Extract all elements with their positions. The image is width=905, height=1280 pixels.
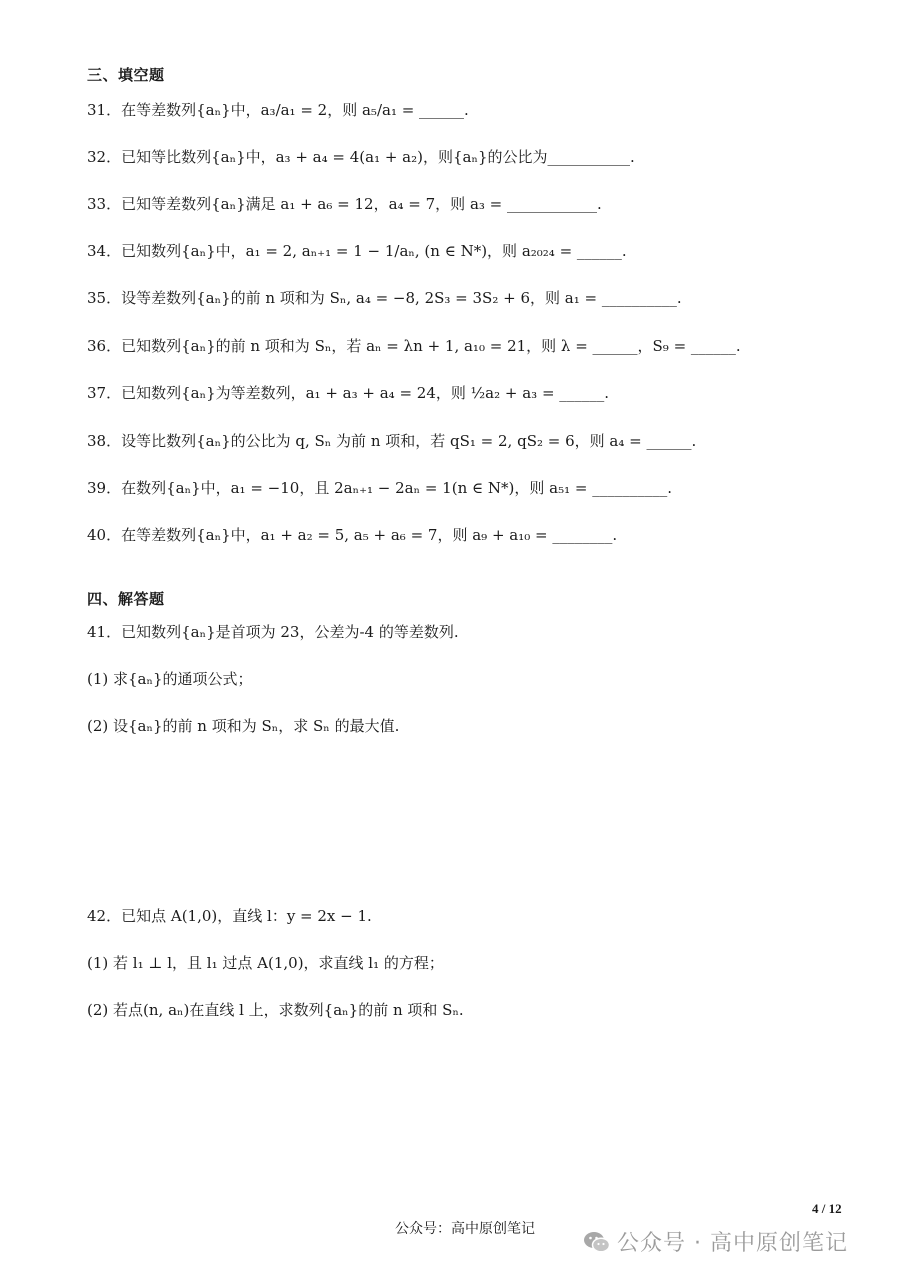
question-42-stem: 42．已知点 A(1,0)，直线 l：y = 2x − 1. [87, 907, 372, 925]
question-39: 39．在数列{aₙ}中，a₁ = −10，且 2aₙ₊₁ − 2aₙ = 1(n ∈ N*)，则 a₅₁ = __________. [87, 479, 672, 497]
question-35: 35．设等差数列{aₙ}的前 n 项和为 Sₙ, a₄ = −8, 2S₃ = 3S₂ + 6，则 a₁ = __________. [87, 289, 682, 307]
question-41-part-1: (1) 求{aₙ}的通项公式； [87, 670, 253, 688]
question-37: 37．已知数列{aₙ}为等差数列，a₁ + a₃ + a₄ = 24，则 ½a₂ + a₃ = ______. [87, 384, 610, 402]
question-31: 31．在等差数列{aₙ}中，a₃/a₁ = 2，则 a₅/a₁ = ______. [87, 101, 469, 119]
question-41-part-2: (2) 设{aₙ}的前 n 项和为 Sₙ，求 Sₙ 的最大值. [87, 717, 400, 735]
watermark [583, 1226, 848, 1257]
question-36: 36．已知数列{aₙ}的前 n 项和为 Sₙ，若 aₙ = λn + 1, a₁₀ = 21，则 λ = ______，S₉ = ______. [87, 337, 741, 355]
question-42-part-2: (2) 若点(n, aₙ)在直线 l 上，求数列{aₙ}的前 n 项和 Sₙ. [87, 1001, 464, 1019]
page-number: 4 / 12 [812, 1201, 842, 1216]
question-41-stem: 41．已知数列{aₙ}是首项为 23，公差为-4 的等差数列. [87, 623, 459, 641]
question-33: 33．已知等差数列{aₙ}满足 a₁ + a₆ = 12，a₄ = 7，则 a₃ = ____________. [87, 195, 602, 213]
question-32: 32．已知等比数列{aₙ}中，a₃ + a₄ = 4(a₁ + a₂)，则{aₙ}的公比为___________. [87, 148, 635, 166]
section-heading-fill-in: 三、填空题 [87, 66, 165, 84]
section-heading-solutions: 四、解答题 [87, 590, 165, 608]
question-42-part-1: (1) 若 l₁ ⊥ l，且 l₁ 过点 A(1,0)，求直线 l₁ 的方程； [87, 954, 444, 972]
question-40: 40．在等差数列{aₙ}中，a₁ + a₂ = 5, a₅ + a₆ = 7，则 a₉ + a₁₀ = ________. [87, 526, 618, 544]
question-38: 38．设等比数列{aₙ}的公比为 q, Sₙ 为前 n 项和，若 qS₁ = 2, qS₂ = 6，则 a₄ = ______. [87, 432, 697, 450]
watermark-text: 公众号 · 高中原创笔记 [617, 1231, 848, 1256]
question-34: 34．已知数列{aₙ}中，a₁ = 2, aₙ₊₁ = 1 − 1/aₙ, (n ∈ N*)，则 a₂₀₂₄ = ______. [87, 242, 627, 260]
wechat-icon [583, 1230, 611, 1254]
footer-account-text: 公众号：高中原创笔记 [395, 1221, 535, 1237]
